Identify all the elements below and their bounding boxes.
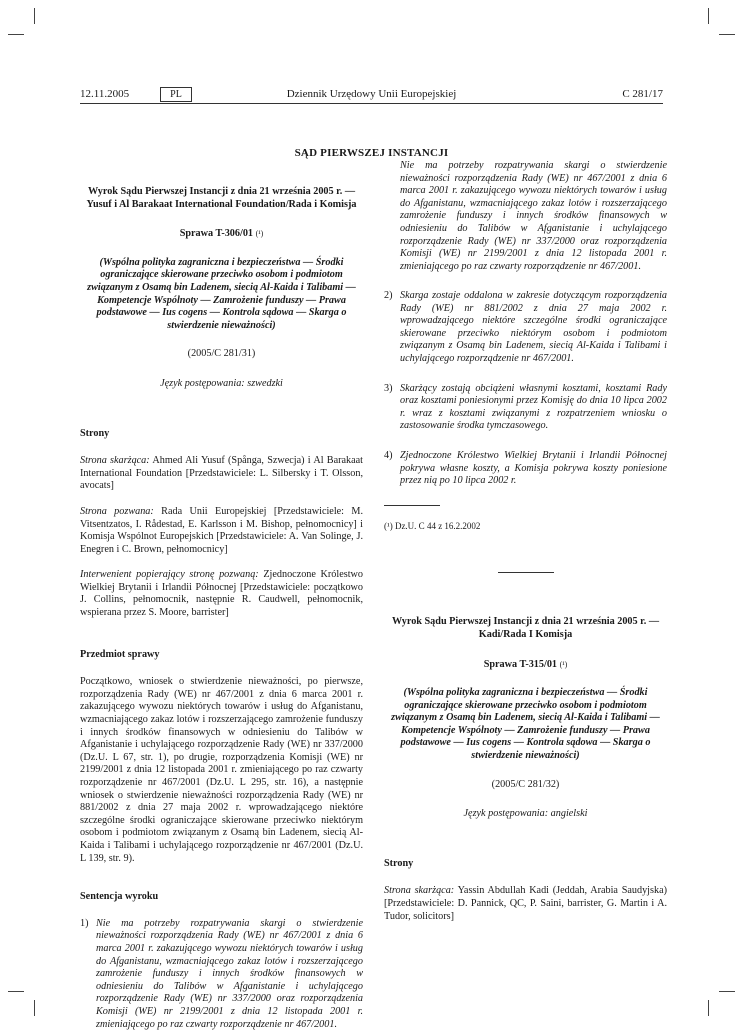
case1-title: Wyrok Sądu Pierwszej Instancji z dnia 21 września 2005 r. — Yusuf i Al Barakaat International Foundation/Rada i Komisja [86, 186, 357, 210]
case1-number-text: Sprawa T-306/01 [179, 228, 254, 240]
left-column [80, 186, 363, 1030]
header-divider [80, 103, 663, 104]
case2-applicant [384, 885, 667, 923]
intervener-text: Zjednoczone Królestwo Wielkiej Brytanii i Irlandii Północnej [Przedstawiciele: początkowo J. Collins, pełnomocnik, następnie R. Caudwell, pełnomocnik, wspierana przez S. Moore, barrister] [80, 569, 363, 619]
applicant-label: Strona skarżąca: [80, 455, 150, 467]
operative-item-continued [384, 160, 667, 273]
operative-item [80, 917, 363, 1030]
case2-keywords: (Wspólna polityka zagraniczna i bezpieczeństwa — Środki ograniczające skierowane przeciwko osobom i podmiotom związanym z Osamą bin Ladenem, siecią Al-Kaida i Talibami — Kompetencje Wspólnoty — Zamrożenie funduszy — Prawa podstawowe — Ius cogens — Kontrola sądowa — Skarga o stwierdzenie nieważności) [391, 687, 660, 762]
crop-mark [8, 34, 24, 35]
case1-parties-heading: Strony [80, 427, 110, 439]
case2-parties-heading: Strony [384, 857, 414, 869]
operative-item-text: Nie ma potrzeby rozpatrywania skargi o stwierdzenie nieważności rozporządzenia Rady (WE) nr 467/2001 z dnia 6 marca 2001 r. zakazującego wywozu niektórych towarów i usług do Afganistanu, wzmacniającego zakaz lotów i rozszerzającego zamrożenie funduszy i innych środków finansowych w odniesieniu do Talibów w Afganistanie i uchylającego rozporządzenie Rady (WE) nr 337/2000 oraz rozporządzenia Komisji (WE) nr 2199/2001 z dnia 12 listopada 2001 r. zmieniającego po raz czwarty rozporządzenie nr 467/2001. [400, 160, 667, 272]
operative-item-text: Zjednoczone Królestwo Wielkiej Brytanii i Irlandii Północnej pokrywa własne koszty, a Komisja pokrywa koszty poniesione przez nią po 10 lipca 2002 r. [400, 449, 667, 487]
case1-applicant [80, 455, 363, 493]
case1-subject-heading: Przedmiot sprawy [80, 648, 160, 660]
page-reference: C 281/17 [622, 88, 663, 100]
case2-number [384, 659, 667, 672]
journal-title: Dziennik Urzędowy Unii Europejskiej [286, 88, 457, 100]
publication-date: 12.11.2005 [80, 88, 130, 100]
defendant-text: Rada Unii Europejskiej [Przedstawiciele: M. Vitsentzatos, I. Rådestad, E. Karlsson i M. Bishop, pełnomocnicy] i Komisja Wspólnot Europejskich [Przedstawiciele: A. Van Solinge, J. Enegren i C. Brown, pełnomocnicy] [80, 505, 363, 555]
case1-keywords: (Wspólna polityka zagraniczna i bezpieczeństwa — Środki ograniczające skierowane przeciwko osobom i podmiotom związanym z Osamą bin Ladenem, siecią Al-Kaida i Talibami — Kompetencje Wspólnoty — Zamrożenie funduszy — Prawa podstawowe — Ius cogens — Kontrola sądowa — Skarga o stwierdzenie nieważności) [87, 256, 356, 331]
operative-item [384, 450, 667, 488]
case1-operative-heading: Sentencja wyroku [80, 891, 159, 903]
case1-defendant [80, 506, 363, 556]
footnote-divider [384, 505, 440, 506]
case2-footnote-ref: (¹) [559, 659, 568, 669]
crop-mark [708, 1000, 709, 1016]
applicant-text: Yassin Abdullah Kadi (Jeddah, Arabia Saudyjska) [Przedstawiciele: D. Pannick, QC, P. Saini, barrister, G. Martin i A. Tudor, solicitors] [384, 885, 667, 922]
court-title: SĄD PIERWSZEJ INSTANCJI [294, 147, 449, 159]
crop-mark [34, 1000, 35, 1016]
case1-footnote-ref: (¹) [255, 229, 264, 239]
case2-number-text: Sprawa T-315/01 [483, 658, 558, 670]
operative-item-text: Skarga zostaje oddalona w zakresie dotyczącym rozporządzenia Rady (WE) nr 881/2002 z dnia 27 maja 2002 r. wprowadzającego niektóre szczególne środki ograniczające skierowane przeciwko niektórym osobom i podmiotom związanym z Osamą bin Ladenem, siecią Al-Kaida i Talibami i uchylającego rozporządzenie nr 467/2001. [400, 290, 667, 364]
operative-item-text: Skarżący zostają obciążeni własnymi kosztami, kosztami Rady oraz kosztami poniesionymi przez Komisję do dnia 10 lipca 2002 r. wraz z kosztami związanymi z rozpatrzeniem wniosku o zastosowanie środka tymczasowego. [400, 382, 667, 432]
case2-reference: (2005/C 281/32) [491, 778, 560, 790]
operative-item-text: Nie ma potrzeby rozpatrywania skargi o stwierdzenie nieważności rozporządzenia Rady (WE) nr 467/2001 z dnia 6 marca 2001 r. zakazującego wywozu niektórych towarów i usług do Afganistanu, wzmacniającego zakaz lotów i rozszerzającego zamrożenie funduszy i innych środków finansowych w odniesieniu do Talibów w Afganistanie i uchylającego rozporządzenie Rady (WE) nr 337/2000 oraz rozporządzenia Komisji (WE) nr 2199/2001 z dnia 12 listopada 2001 r. zmieniającego po raz czwarty rozporządzenie nr 467/2001. [96, 917, 363, 1030]
applicant-label: Strona skarżąca: [384, 885, 455, 897]
operative-item-number: 4) [384, 449, 393, 461]
case-separator [498, 572, 554, 573]
operative-item-number: 3) [384, 382, 393, 394]
case1-number [80, 228, 363, 241]
intervener-label: Interwenient popierający stronę pozwaną: [80, 569, 259, 581]
case1-footnote: (¹) Dz.U. C 44 z 16.2.2002 [384, 520, 481, 531]
case1-subject: Początkowo, wniosek o stwierdzenie nieważności, po pierwsze, rozporządzenia Rady (WE) nr 467/2001 z dnia 6 marca 2001 r. zakazującego wywozu niektórych towarów i usług do Afganistanu, wzmacniającego zakaz lotów i rozszerzającego zamrożenie funduszy i innych środków finansowych w odniesieniu do Talibów w Afganistanie i uchylającego rozporządzenie Rady (WE) nr 337/2000 (Dz.U. L 67, str. 1), po drugie, rozporządzenia Komisji (WE) nr 2199/2001 z dnia 12 listopada 2001 r. zmieniającego po raz czwarty rozporządzenie nr 467/2001 (Dz.U. L 295, str. 16), a następnie wniosek o stwierdzenie nieważności rozporządzenia Rady (WE) nr 881/2002 z dnia 27 maja 2002 r. wprowadzającego niektóre szczególne środki ograniczające skierowane przeciwko niektórym osobom i podmiotom związanym z Osamą bin Ladenem, siecią Al-Kaida i Talibami i uchylającego rozporządzenie nr 467/2001 (Dz.U. L 139, str. 9). [80, 676, 363, 864]
operative-item [384, 383, 667, 433]
case1-language: Język postępowania: szwedzki [160, 377, 283, 389]
operative-item-text-continued [400, 160, 667, 273]
operative-item-number: 1) [80, 917, 89, 929]
right-column [384, 160, 667, 923]
crop-mark [719, 991, 735, 992]
language-code-box: PL [160, 87, 192, 102]
crop-mark [8, 991, 24, 992]
operative-item [384, 290, 667, 366]
crop-mark [708, 8, 709, 24]
crop-mark [34, 8, 35, 24]
case1-reference: (2005/C 281/31) [187, 348, 256, 360]
operative-item-number: 2) [384, 290, 393, 301]
case1-intervener [80, 569, 363, 619]
case2-title: Wyrok Sądu Pierwszej Instancji z dnia 21 września 2005 r. — Kadi/Rada I Komisja [391, 616, 660, 640]
defendant-label: Strona pozwana: [80, 505, 154, 517]
applicant-text: Ahmed Ali Yusuf (Spånga, Szwecja) i Al Barakaat International Foundation [Przedstawiciele: L. Silbersky i T. Olsson, avocats] [80, 455, 363, 492]
case2-language: Język postępowania: angielski [463, 808, 588, 820]
crop-mark [719, 34, 735, 35]
